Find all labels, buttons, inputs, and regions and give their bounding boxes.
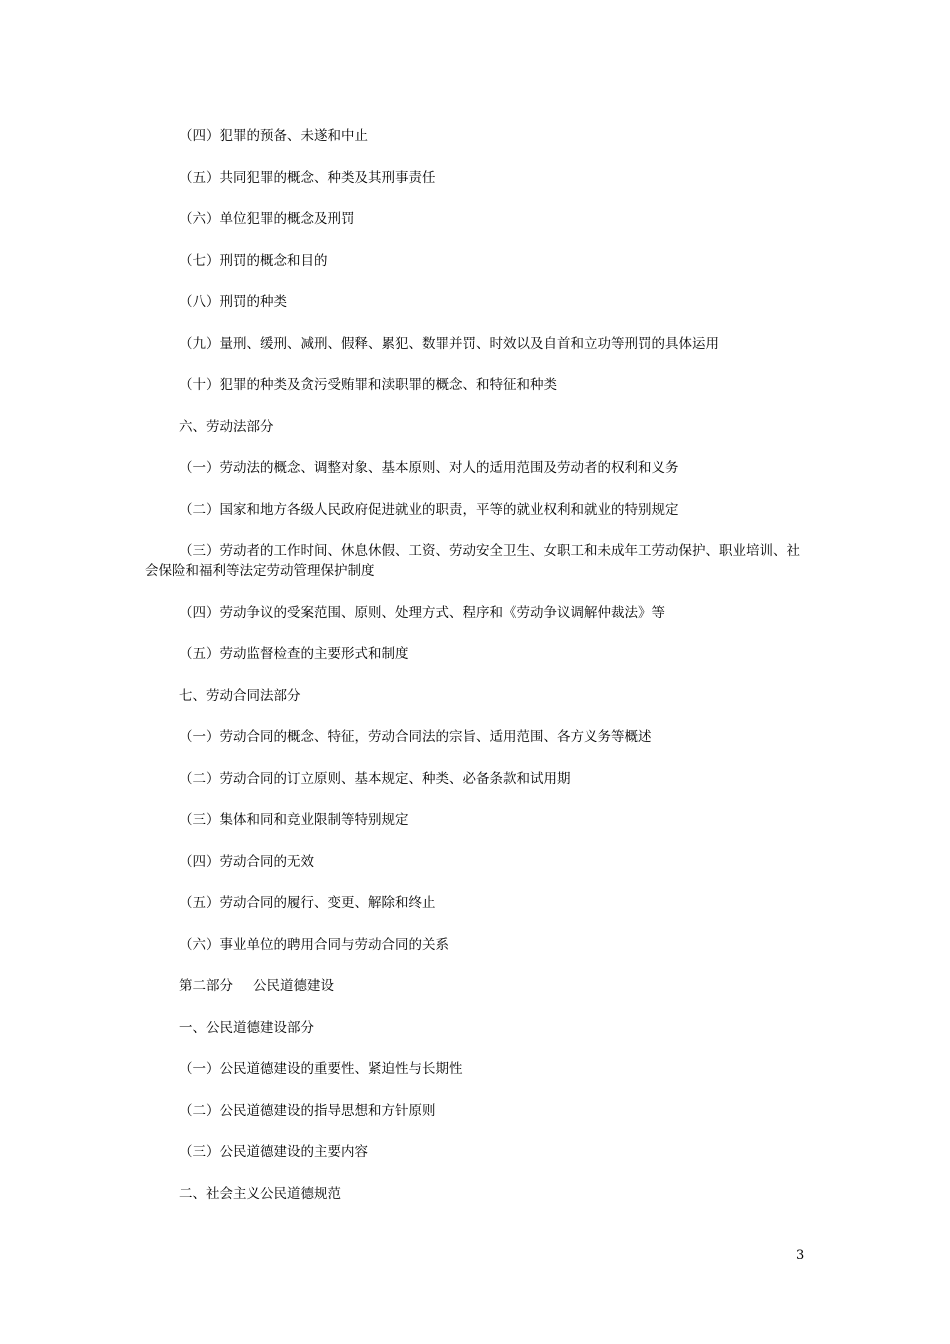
outline-item: （三）公民道德建设的主要内容 — [179, 1144, 368, 1160]
outline-item: （六）单位犯罪的概念及刑罚 — [179, 211, 355, 227]
page-content — [145, 126, 810, 1225]
outline-item: （五）劳动合同的履行、变更、解除和终止 — [179, 895, 436, 911]
part-heading — [145, 976, 810, 996]
section-heading: 二、社会主义公民道德规范 — [179, 1185, 341, 1202]
outline-item: （四）犯罪的预备、未遂和中止 — [179, 128, 368, 144]
outline-item: （六）事业单位的聘用合同与劳动合同的关系 — [179, 936, 449, 953]
outline-item: （九）量刑、缓刑、减刑、假释、累犯、数罪并罚、时效以及自首和立功等刑罚的具体运用 — [179, 335, 719, 352]
outline-item: （五）共同犯罪的概念、种类及其刑事责任 — [179, 169, 436, 186]
outline-item-multiline: （三）劳动者的工作时间、休息休假、工资、劳动安全卫生、女职工和未成年工劳动保护、职业培训、社会保险和福利等法定劳动管理保护制度 — [145, 543, 800, 579]
outline-item: （二）国家和地方各级人民政府促进就业的职责，平等的就业权利和就业的特别规定 — [179, 501, 679, 518]
outline-item: （五）劳动监督检查的主要形式和制度 — [179, 646, 409, 662]
outline-item: （二）劳动合同的订立原则、基本规定、种类、必备条款和试用期 — [179, 770, 571, 787]
section-heading: 七、劳动合同法部分 — [179, 687, 301, 704]
outline-item: （二）公民道德建设的指导思想和方针原则 — [179, 1102, 436, 1119]
outline-item: （七）刑罚的概念和目的 — [179, 252, 328, 269]
outline-item: （一）劳动法的概念、调整对象、基本原则、对人的适用范围及劳动者的权利和义务 — [179, 460, 679, 476]
section-heading: 一、公民道德建设部分 — [179, 1019, 314, 1036]
outline-item: （四）劳动争议的受案范围、原则、处理方式、程序和《劳动争议调解仲裁法》等 — [179, 604, 665, 621]
outline-item: （四）劳动合同的无效 — [179, 853, 314, 870]
outline-item: （一）公民道德建设的重要性、紧迫性与长期性 — [179, 1061, 463, 1077]
outline-item: （八）刑罚的种类 — [179, 294, 287, 310]
outline-item: （一）劳动合同的概念、特征，劳动合同法的宗旨、适用范围、各方义务等概述 — [179, 729, 652, 745]
outline-item: （三）集体和同和竞业限制等特别规定 — [179, 812, 409, 828]
section-heading: 六、劳动法部分 — [179, 418, 274, 435]
page-number: 3 — [796, 1248, 805, 1263]
part-title: 公民道德建设 — [253, 978, 334, 994]
part-label: 第二部分 — [179, 978, 233, 994]
outline-item: （十）犯罪的种类及贪污受贿罪和渎职罪的概念、和特征和种类 — [179, 377, 557, 393]
